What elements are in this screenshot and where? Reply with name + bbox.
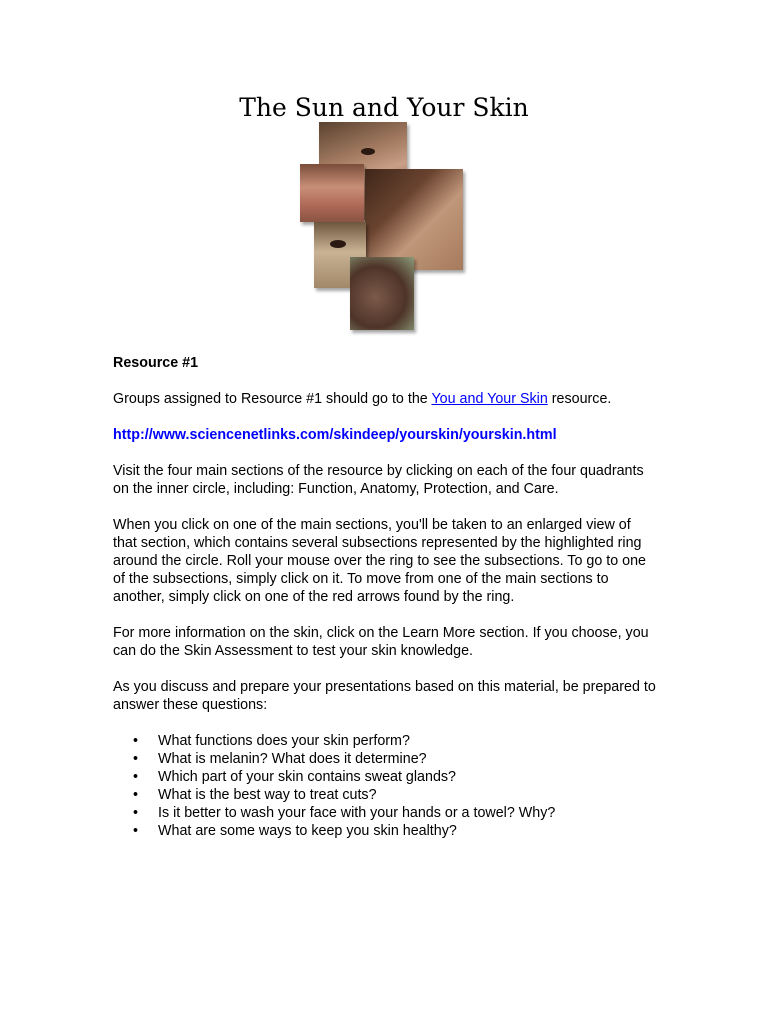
paragraph-sections: Visit the four main sections of the resource by clicking on each of the four quadrants on the inner circle, including: Function, Anatomy, Protection, and Care.: [113, 463, 644, 497]
bullet-icon: •: [133, 805, 139, 821]
question-text: What are some ways to keep you skin healthy?: [158, 823, 457, 839]
collage-photo-lips: [300, 164, 364, 222]
bullet-icon: •: [133, 823, 139, 839]
resource-heading: Resource #1: [113, 355, 199, 371]
bullet-icon: •: [133, 751, 139, 767]
bullet-icon: •: [133, 787, 139, 803]
list-item: [133, 804, 658, 822]
resource-intro: [113, 390, 658, 408]
questions-list: [113, 732, 658, 840]
question-text: What is melanin? What does it determine?: [158, 751, 427, 767]
question-text: What is the best way to treat cuts?: [158, 787, 377, 803]
intro-text-after: resource.: [547, 391, 612, 407]
resource-url[interactable]: http://www.sciencenetlinks.com/skindeep/yourskin/yourskin.html: [113, 427, 557, 443]
skin-photo-collage: [298, 122, 470, 336]
paragraph-navigation: When you click on one of the main sections, you'll be taken to an enlarged view of that section, which contains several subsections represented by the highlighted ring around the circle. Roll your mouse over the ring to see the subsections. To go to one of the subsections, simply click on it. To move from one of the main sections to another, simply click on one of the red arrows found by the ring.: [113, 517, 646, 605]
list-item: [133, 732, 658, 750]
document-body: [113, 354, 658, 840]
list-item: [133, 786, 658, 804]
bullet-icon: •: [133, 733, 139, 749]
document-title: The Sun and Your Skin: [239, 93, 529, 122]
collage-photo-hands: [365, 169, 463, 270]
collage-eye-detail: [330, 240, 346, 248]
paragraph-questions-intro: As you discuss and prepare your presentations based on this material, be prepared to answer these questions:: [113, 679, 656, 713]
paragraph-learn-more: For more information on the skin, click on the Learn More section. If you choose, you can do the Skin Assessment to test your skin knowledge.: [113, 625, 649, 659]
question-text: What functions does your skin perform?: [158, 733, 410, 749]
question-text: Which part of your skin contains sweat glands?: [158, 769, 457, 785]
collage-photo-head: [350, 257, 414, 330]
question-text: Is it better to wash your face with your hands or a towel? Why?: [158, 805, 556, 821]
intro-text-before: Groups assigned to Resource #1 should go to the: [113, 391, 432, 407]
you-and-your-skin-link[interactable]: You and Your Skin: [431, 391, 548, 407]
list-item: [133, 822, 658, 840]
bullet-icon: •: [133, 769, 139, 785]
collage-eye-detail: [361, 148, 375, 155]
list-item: [133, 750, 658, 768]
list-item: [133, 768, 658, 786]
